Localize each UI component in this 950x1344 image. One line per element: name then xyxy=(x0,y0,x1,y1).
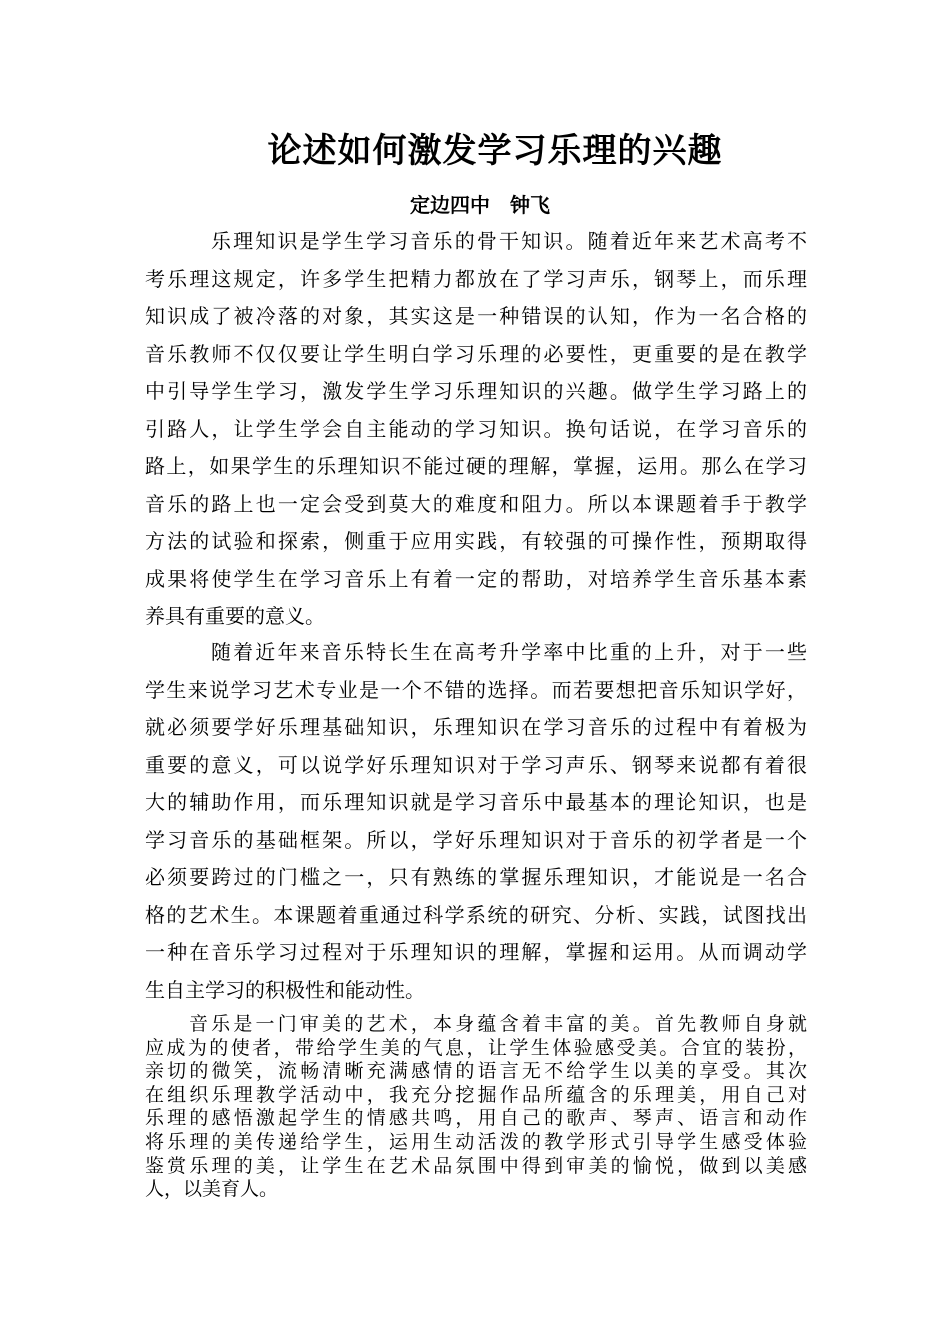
paragraph-line: 乐理的感悟激起学生的情感共鸣，用自己的歌声、琴声、语言和动作 xyxy=(145,1107,807,1130)
paragraph-line: 知识成了被冷落的对象，其实这是一种错误的认知，作为一名合格的 xyxy=(145,304,807,328)
paragraph-line: 鉴赏乐理的美，让学生在艺术品氛围中得到审美的愉悦，做到以美感 xyxy=(145,1154,807,1177)
paragraph-line: 在组织乐理教学活动中，我充分挖掘作品所蕴含的乐理美，用自己对 xyxy=(145,1083,807,1106)
paragraph-line: 就必须要学好乐理基础知识，乐理知识在学习音乐的过程中有着极为 xyxy=(145,715,807,739)
paragraph-line: 学习音乐的基础框架。所以，学好乐理知识对于音乐的初学者是一个 xyxy=(145,827,807,852)
paragraph-line: 音乐教师不仅仅要让学生明白学习乐理的必要性，更重要的是在教学 xyxy=(145,341,807,366)
paragraph-line: 方法的试验和探索，侧重于应用实践，有较强的可操作性，预期取得 xyxy=(145,529,807,553)
paragraph-line: 路上，如果学生的乐理知识不能过硬的理解，掌握，运用。那么在学习 xyxy=(145,454,807,478)
paragraph-line: 考乐理这规定，许多学生把精力都放在了学习声乐，钢琴上，而乐理 xyxy=(145,266,807,291)
paragraph-line: 大的辅助作用，而乐理知识就是学习音乐中最基本的理论知识，也是 xyxy=(145,790,807,814)
paragraph-3 xyxy=(145,1013,807,1202)
paragraph-line: 重要的意义，可以说学好乐理知识对于学习声乐、钢琴来说都有着很 xyxy=(145,752,807,777)
paragraph-line: 生自主学习的积极性和能动性。 xyxy=(145,977,425,1002)
paragraph-2 xyxy=(145,634,807,1009)
paragraph-line: 中引导学生学习，激发学生学习乐理知识的兴趣。做学生学习路上的 xyxy=(145,379,807,403)
paragraph-1 xyxy=(145,223,807,636)
document-author: 定边四中 钟飞 xyxy=(410,193,550,217)
paragraph-line: 随着近年来音乐特长生在高考升学率中比重的上升，对于一些 xyxy=(211,640,807,664)
document-title: 论述如何激发学习乐理的兴趣 xyxy=(267,131,723,171)
paragraph-line: 一种在音乐学习过程对于乐理知识的理解，掌握和运用。从而调动学 xyxy=(145,940,807,964)
paragraph-line: 成果将使学生在学习音乐上有着一定的帮助，对培养学生音乐基本素 xyxy=(145,566,807,591)
paragraph-line: 音乐的路上也一定会受到莫大的难度和阻力。所以本课题着手于教学 xyxy=(145,491,807,516)
paragraph-line: 引路人，让学生学会自主能动的学习知识。换句话说，在学习音乐的 xyxy=(145,416,807,441)
paragraph-line: 必须要跨过的门槛之一，只有熟练的掌握乐理知识，才能说是一名合 xyxy=(145,865,807,889)
paragraph-line: 乐理知识是学生学习音乐的骨干知识。随着近年来艺术高考不 xyxy=(211,229,807,253)
paragraph-line: 亲切的微笑，流畅清晰充满感情的语言无不给学生以美的享受。其次 xyxy=(145,1060,807,1083)
paragraph-line: 应成为的使者，带给学生美的气息，让学生体验感受美。合宜的装扮， xyxy=(145,1036,807,1059)
paragraph-line: 人，以美育人。 xyxy=(145,1178,279,1201)
paragraph-line: 养具有重要的意义。 xyxy=(145,604,325,628)
paragraph-line: 将乐理的美传递给学生，运用生动活泼的教学形式引导学生感受体验 xyxy=(145,1130,807,1153)
paragraph-line: 音乐是一门审美的艺术，本身蕴含着丰富的美。首先教师自身就 xyxy=(189,1013,807,1035)
paragraph-line: 学生来说学习艺术专业是一个不错的选择。而若要想把音乐知识学好， xyxy=(145,677,807,702)
paragraph-line: 格的艺术生。本课题着重通过科学系统的研究、分析、实践，试图找出 xyxy=(145,902,807,927)
